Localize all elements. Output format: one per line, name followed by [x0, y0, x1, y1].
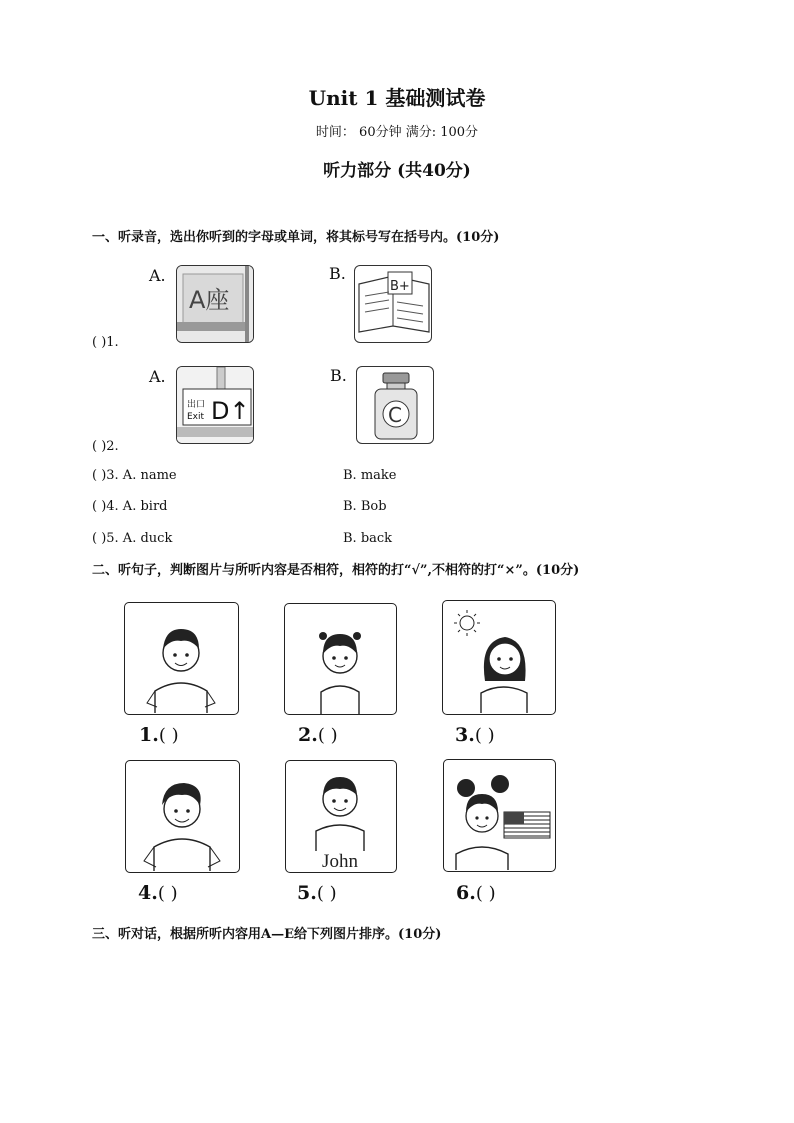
svg-text:Exit: Exit [187, 412, 205, 422]
q3-option-b: B. make [343, 468, 397, 483]
q1-a-sign-text: A座 [189, 286, 230, 314]
q4-option-a: ( )4. A. bird [92, 499, 168, 514]
svg-text:出口: 出口 [187, 400, 206, 410]
q3-option-a: ( )3. A. name [92, 468, 177, 483]
q1-option-b-image [354, 265, 432, 343]
part-title: 听力部分 (共40分) [323, 161, 471, 181]
s2-picture-2 [284, 603, 397, 715]
q2-option-a-label: A. [149, 367, 166, 386]
s2-label-6: 6.( ) [456, 882, 496, 904]
q1-option-a-label: A. [149, 266, 166, 285]
s2-label-3: 3.( ) [455, 724, 495, 746]
q2-b-letter: C [388, 403, 402, 427]
q1-option-a-image [176, 265, 254, 343]
s2-label-5: 5.( ) [297, 882, 337, 904]
s2-picture-6 [443, 759, 556, 872]
q1-option-b-label: B. [329, 264, 346, 283]
svg-text:D↑: D↑ [211, 397, 250, 425]
page-title: Unit 1 基础测试卷 [308, 86, 486, 110]
exam-meta: 时间： 60分钟 满分: 100分 [315, 125, 479, 140]
section2-heading: 二、听句子，判断图片与所听内容是否相符，相符的打“√”,不相符的打“×”。(10分) [92, 563, 580, 578]
s2-picture-3 [442, 600, 556, 715]
s2-label-2: 2.( ) [298, 724, 338, 746]
section3-heading: 三、听对话，根据所听内容用A—E给下列图片排序。(10分) [92, 927, 442, 942]
s2-picture-1 [124, 602, 239, 715]
s2-picture-5 [285, 760, 397, 873]
q5-option-b: B. back [343, 531, 393, 546]
q2-option-b-label: B. [330, 366, 347, 385]
section1-heading: 一、听录音，选出你听到的字母或单词，将其标号写在括号内。(10分) [92, 230, 500, 245]
s2-label-4: 4.( ) [138, 882, 178, 904]
q2-option-b-image [356, 366, 434, 444]
s2-picture-4 [125, 760, 240, 873]
q2-number: ( )2. [92, 439, 119, 454]
q4-option-b: B. Bob [343, 499, 387, 514]
q5-option-a: ( )5. A. duck [92, 531, 173, 546]
q1-b-grade-text: B+ [390, 279, 410, 294]
q1-number: ( )1. [92, 335, 119, 350]
us-flag-icon [504, 812, 550, 838]
s2-picture-5-name: John [322, 851, 358, 871]
s2-label-1: 1.( ) [139, 724, 179, 746]
q2-option-a-image [176, 366, 254, 444]
